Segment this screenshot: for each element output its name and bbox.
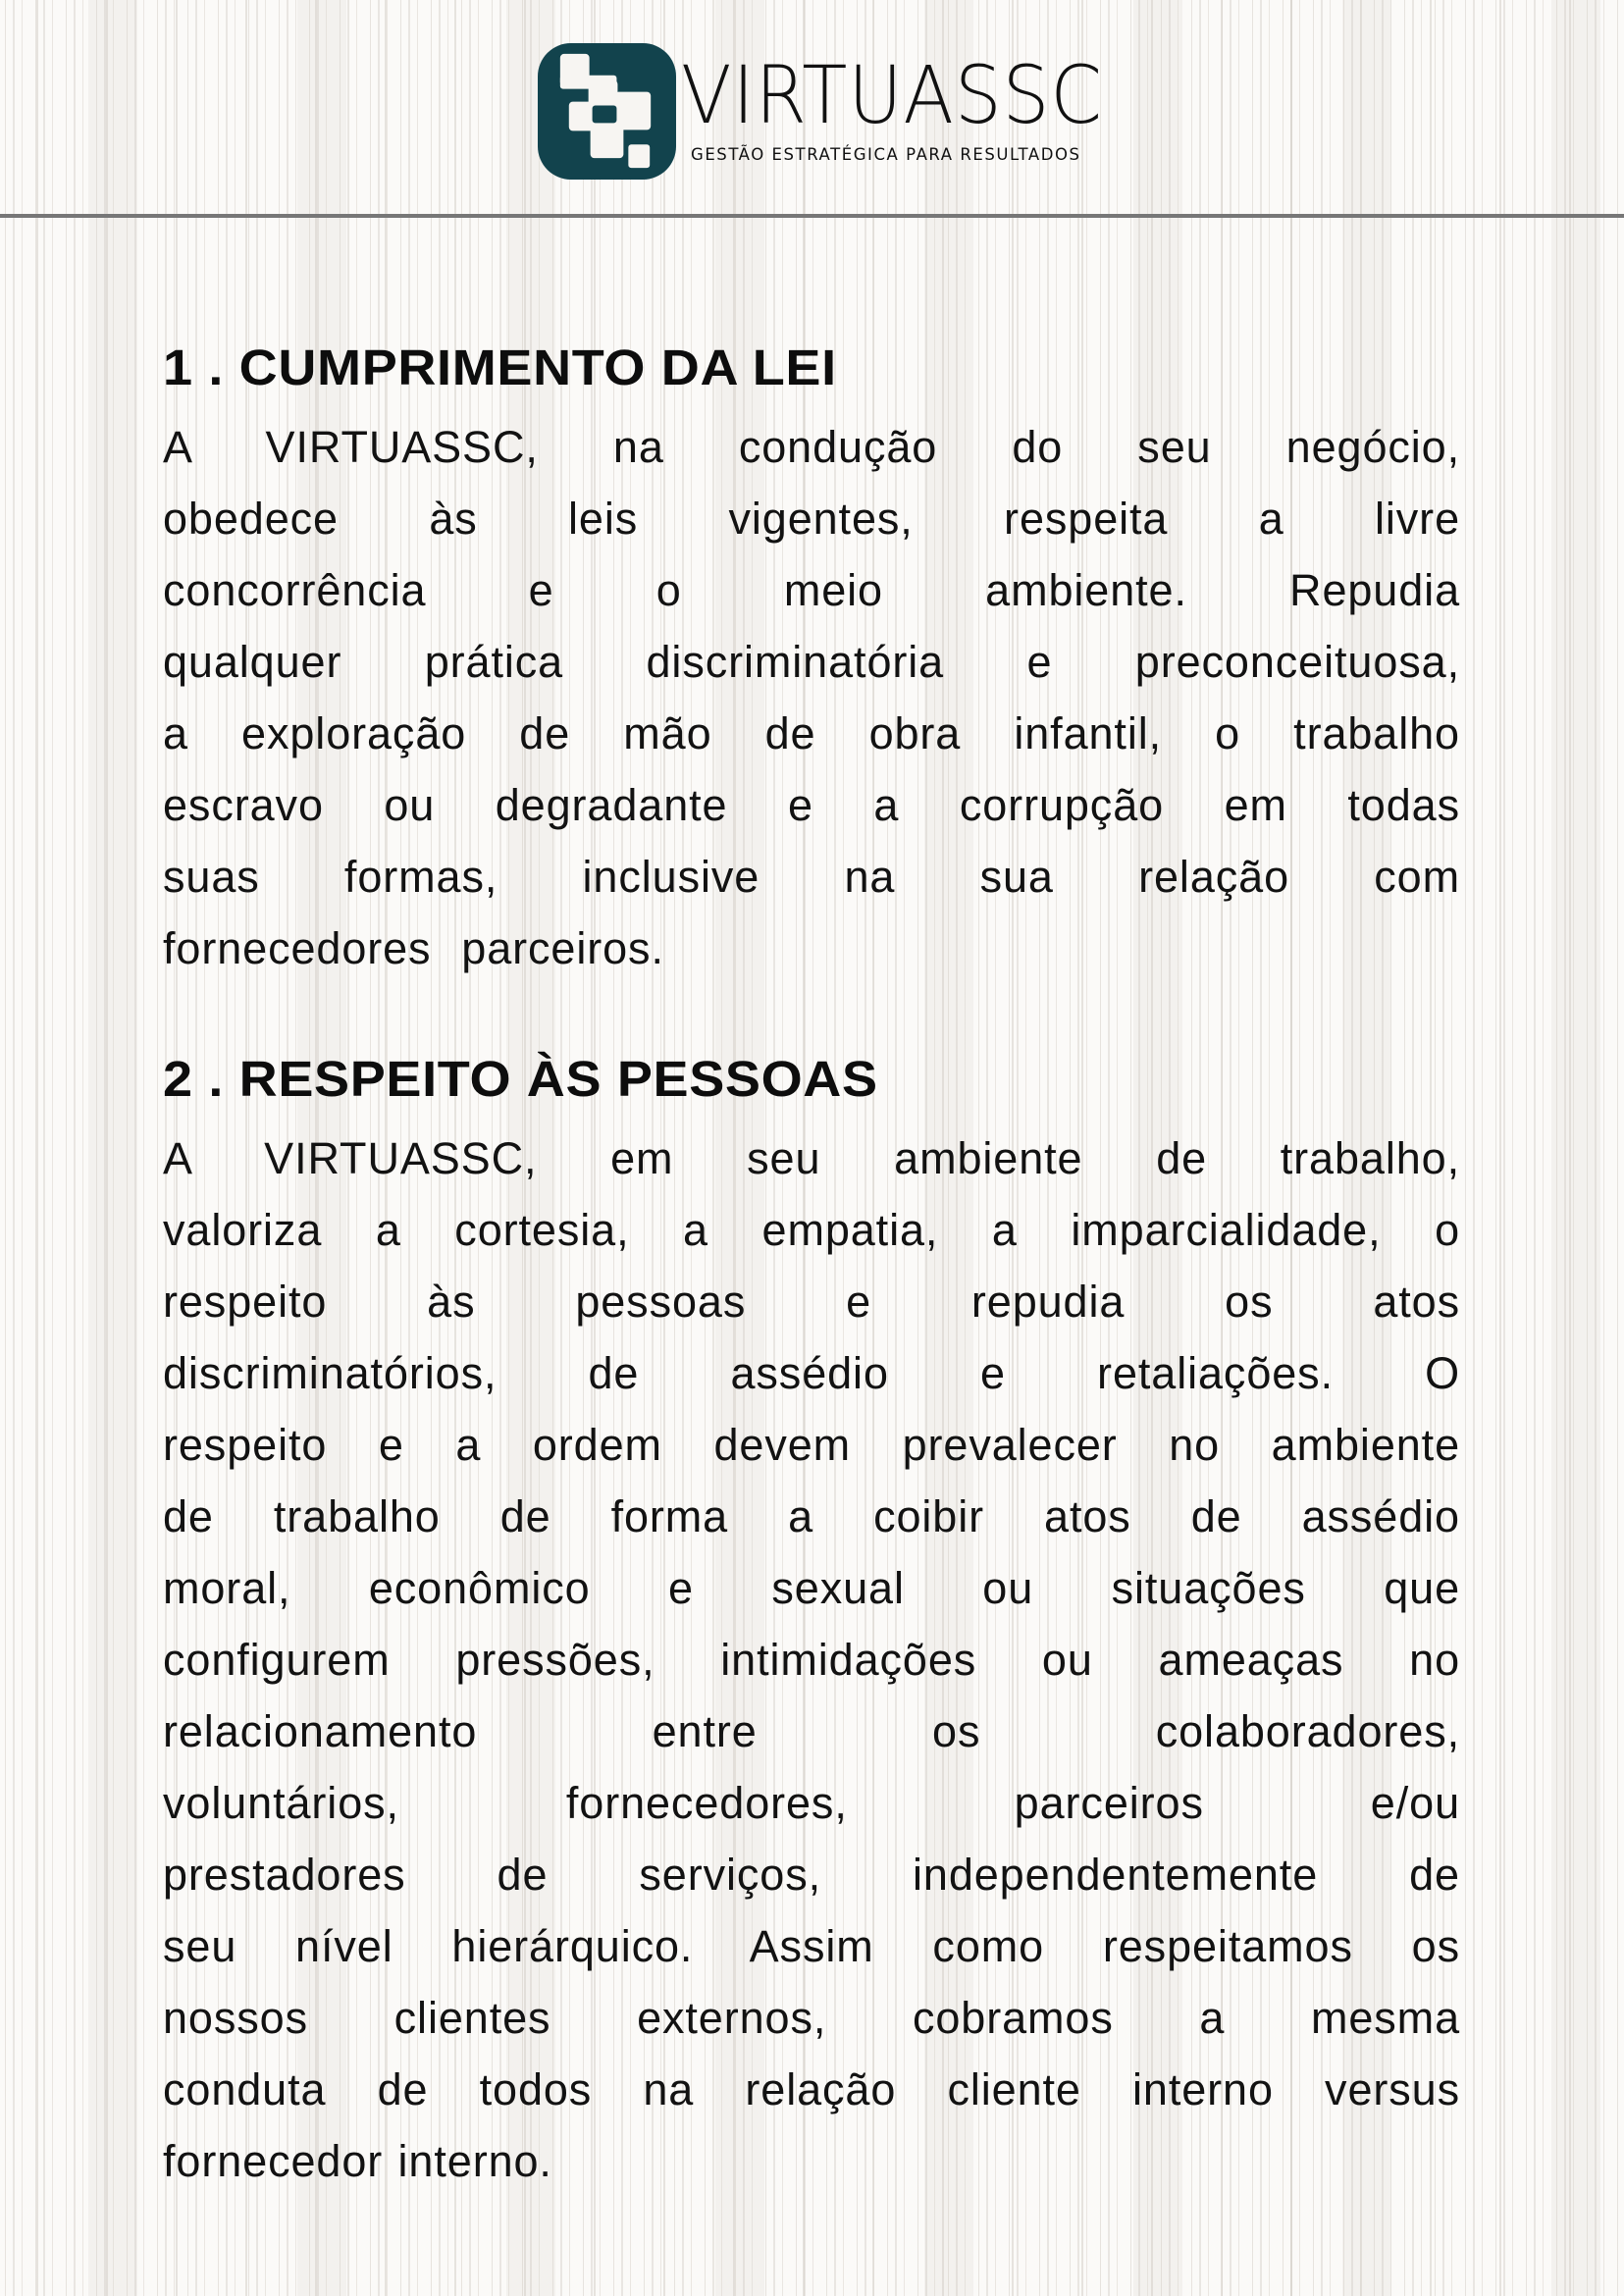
body-line: A VIRTUASSC, na condução do seu negócio, xyxy=(163,422,1460,472)
section-body xyxy=(163,397,1460,984)
body-line: nossos clientes externos, cobramos a mesma xyxy=(163,1993,1460,2043)
body-line: de trabalho de forma a coibir atos de assédio xyxy=(163,1491,1460,1541)
body-line: fornecedor interno. xyxy=(163,2136,552,2186)
section-body xyxy=(163,1109,1460,2197)
body-line: respeito e a ordem devem prevalecer no ambiente xyxy=(163,1420,1460,1470)
brand-name: VIRTUASSC xyxy=(681,50,1103,142)
body-line: suas formas, inclusive na sua relação com xyxy=(163,852,1460,902)
body-line: respeito às pessoas e repudia os atos xyxy=(163,1277,1460,1327)
body-line: a exploração de mão de obra infantil, o trabalho xyxy=(163,708,1460,758)
body-line: A VIRTUASSC, em seu ambiente de trabalho, xyxy=(163,1133,1460,1183)
section-heading: 1 . CUMPRIMENTO DA LEI xyxy=(163,339,837,395)
body-line: moral, econômico e sexual ou situações que xyxy=(163,1563,1460,1613)
section-respeito-as-pessoas xyxy=(163,1050,1460,2197)
section-heading: 2 . RESPEITO ÀS PESSOAS xyxy=(163,1051,878,1107)
body-line: seu nível hierárquico. Assim como respeitamos os xyxy=(163,1921,1460,1971)
body-line: conduta de todos na relação cliente interno versus xyxy=(163,2064,1460,2114)
body-line: fornecedores parceiros. xyxy=(163,923,664,973)
brand-tagline: GESTÃO ESTRATÉGICA PARA RESULTADOS xyxy=(691,145,1081,164)
header-divider xyxy=(0,214,1624,218)
section-cumprimento-da-lei xyxy=(163,339,1460,984)
body-line: concorrência e o meio ambiente. Repudia xyxy=(163,565,1460,615)
body-line: valoriza a cortesia, a empatia, a imparcialidade, o xyxy=(163,1205,1460,1255)
page-header xyxy=(0,0,1624,214)
body-line: qualquer prática discriminatória e preconceituosa, xyxy=(163,637,1460,687)
body-line: voluntários, fornecedores, parceiros e/ou xyxy=(163,1778,1460,1828)
body-line: relacionamento entre os colaboradores, xyxy=(163,1706,1460,1756)
body-line: escravo ou degradante e a corrupção em todas xyxy=(163,780,1460,830)
body-line: prestadores de serviços, independentemente de xyxy=(163,1850,1460,1900)
body-line: obedece às leis vigentes, respeita a livre xyxy=(163,494,1460,544)
virtuassc-logo-icon xyxy=(538,43,676,180)
body-line: discriminatórios, de assédio e retaliações. O xyxy=(163,1348,1460,1398)
body-line: configurem pressões, intimidações ou ameaças no xyxy=(163,1635,1460,1685)
